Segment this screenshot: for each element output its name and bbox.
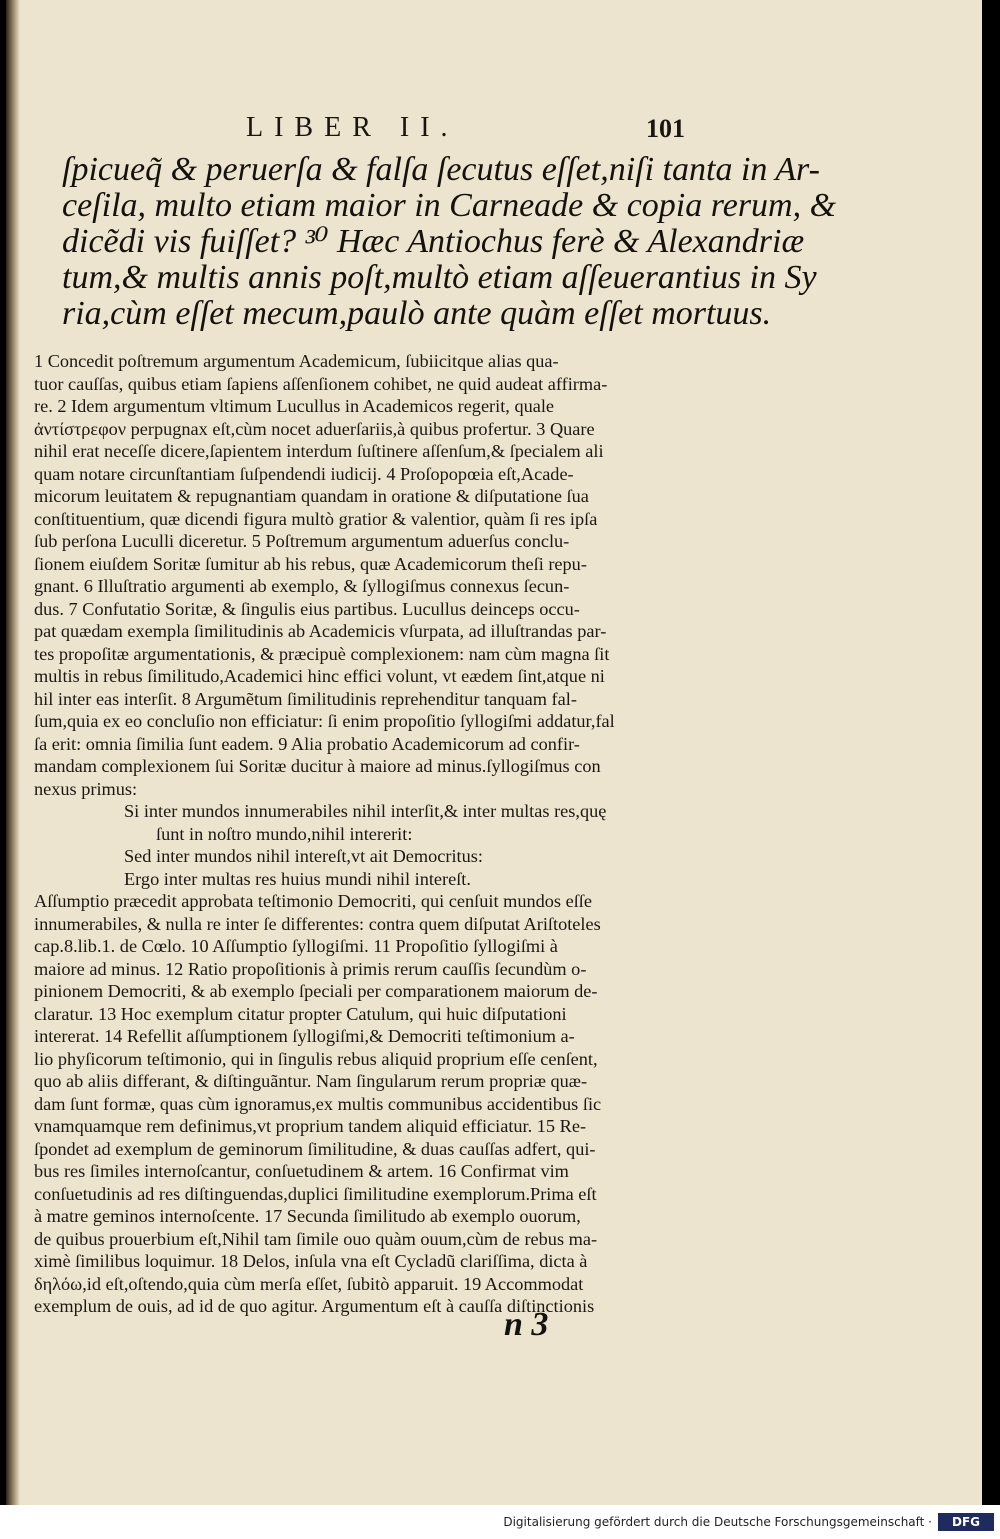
commentary-block [34,350,714,1318]
digitization-footer [0,1505,1000,1539]
commentary-line: pinionem Democriti, & ab exemplo ſpeciali per comparationem maiorum de- [34,981,598,1001]
main-text-line: tum,& multis annis poſt,multò etiam aſſeuerantius in Sy [62,259,817,296]
running-head: LIBER II. [246,112,459,143]
commentary-line: vnamquamque rem definimus,vt proprium tandem aliquid efficiatur. 15 Re- [34,1116,587,1136]
commentary-line: ἀντίστρεφον perpugnax eſt,cùm nocet aduerſariis,à quibus profertur. 3 Quare [34,418,595,439]
syllogism-line: ſunt in noſtro mundo,nihil intererit: [156,823,413,844]
main-text-block [62,151,837,332]
commentary-line: multis in rebus ſimilitudo,Academici hinc effici volunt, vt eædem ſint,atque ni [34,666,605,686]
commentary-line: maiore ad minus. 12 Ratio propoſitionis à primis rerum cauſſis ſecundùm o- [34,958,587,979]
commentary-line: hil inter eas interſit. 8 Argumẽtum ſimilitudinis reprehenditur tanquam fal- [34,688,577,709]
book-page [6,0,982,1505]
main-text-line: ria,cùm eſſet mecum,paulò ante quàm eſſet mortuus. [62,295,772,332]
syllogism-line: Sed inter mundos nihil intereſt,vt ait Democritus: [124,846,483,866]
commentary-line: tes propoſitæ argumentationis, & præcipuè complexionem: nam cùm magna ſit [34,643,610,664]
commentary-line: nexus primus: [34,778,138,799]
commentary-line: exemplum de ouis, ad id de quo agitur. Argumentum eſt à cauſſa diſtinctionis [34,1296,595,1316]
commentary-line: dam ſunt formæ, quas cùm ignoramus,ex multis communibus accidentibus ſic [34,1093,602,1114]
commentary-line: de quibus prouerbium eſt,Nihil tam ſimile ouo quàm ouum,cùm de rebus ma- [34,1228,598,1249]
commentary-line: micorum leuitatem & repugnantiam quandam in oratione & diſputatione ſua [34,486,589,506]
page-header [6,112,982,152]
commentary-line: cap.8.lib.1. de Cœlo. 10 Aſſumptio ſyllogiſmi. 11 Propoſitio ſyllogiſmi à [34,936,558,956]
page-gutter-shadow [6,0,20,1505]
commentary-line: pat quædam exempla ſimilitudinis ab Academicis vſurpata, ad illuſtrandas par- [34,621,607,641]
syllogism-line: Si inter mundos innumerabiles nihil interſit,& inter multas res,quę [124,801,607,821]
main-text-line: ceſila, multo etiam maior in Carneade & copia rerum, & [62,187,837,224]
syllogism-line: Ergo inter multas res huius mundi nihil intereſt. [124,868,471,889]
commentary-line: 1 Concedit poſtremum argumentum Academicum, ſubiicitque alias qua- [34,351,559,371]
commentary-line: gnant. 6 Illuſtratio argumenti ab exemplo, & ſyllogiſmus connexus ſecun- [34,576,570,596]
page-number: 101 [646,114,685,143]
commentary-line: bus res ſimiles internoſcantur, conſuetudinem & artem. 16 Confirmat vim [34,1161,569,1181]
commentary-line: δηλόω,id eſt,oſtendo,quia cùm merſa eſſet, ſubitò apparuit. 19 Accommodat [34,1273,584,1294]
commentary-line: quo ab aliis differant, & diſtinguãntur. Nam ſingularum rerum propriæ quæ- [34,1071,588,1091]
commentary-line: ximè ſimilibus loquimur. 18 Delos, inſula vna eſt Cycladũ clariſſima, dicta à [34,1251,588,1271]
commentary-line: intererat. 14 Refellit aſſumptionem ſyllogiſmi,& Democriti teſtimonium a- [34,1026,575,1046]
dfg-logo: DFG [938,1513,994,1531]
commentary-line: ſa erit: omnia ſimilia ſunt eadem. 9 Alia probatio Academicorum ad confir- [34,733,580,754]
commentary-line: à matre geminos internoſcente. 17 Secunda ſimilitudo ab exemplo ouorum, [34,1206,581,1226]
commentary-line: claratur. 13 Hoc exemplum citatur propter Catulum, qui huic diſputationi [34,1003,567,1024]
commentary-line: re. 2 Idem argumentum vltimum Lucullus in Academicos regerit, quale [34,396,555,416]
commentary-line: ſionem eiuſdem Soritæ ſumitur ab his rebus, quæ Academicorum theſi repu- [34,553,587,574]
commentary-line: mandam complexionem ſui Soritæ ducitur à maiore ad minus.ſyllogiſmus con [34,756,601,776]
commentary-line: innumerabiles, & nulla re inter ſe differentes: contra quem diſputat Ariſtoteles [34,913,601,934]
commentary-line: tuor cauſſas, quibus etiam ſapiens aſſenſionem cohibet, ne quid audeat affirma- [34,373,608,394]
commentary-line: ſum,quia ex eo concluſio non efficiatur: ſi enim propoſitio ſyllogiſmi addatur,fal [34,711,615,731]
commentary-line: Aſſumptio præcedit approbata teſtimonio Democriti, qui cenſuit mundos eſſe [34,891,592,911]
commentary-line: dus. 7 Confutatio Soritæ, & ſingulis eius partibus. Lucullus deinceps occu- [34,598,580,619]
commentary-line: ſpondet ad exemplum de geminorum ſimilitudine, & duas cauſſas adfert, qui- [34,1138,596,1159]
commentary-line: conſuetudinis ad res diſtinguendas,duplici ſimilitudine exemplorum.Prima eſt [34,1183,597,1204]
commentary-line: quam notare circunſtantiam ſuſpendendi iudicij. 4 Proſopopœia eſt,Acade- [34,463,574,484]
main-text-line: ſpicueq̃ & peruerſa & falſa ſecutus eſſet,niſi tanta in Ar- [62,151,820,188]
signature-mark: n 3 [504,1306,549,1343]
commentary-line: ſub perſona Luculli diceretur. 5 Poſtremum argumentum aduerſus conclu- [34,531,570,551]
main-text-line: dicẽdi vis fuiſſet? ³⁰ Hæc Antiochus ferè & Alexandriæ [62,223,805,260]
commentary-line: lio phyſicorum teſtimonio, qui in ſingulis rebus aliquid proprium eſſe cenſent, [34,1048,598,1069]
commentary-line: nihil erat neceſſe dicere,ſapientem interdum ſuſtinere aſſenſum,& ſpecialem ali [34,441,604,461]
footer-credit: Digitalisierung gefördert durch die Deutsche Forschungsgemeinschaft · [503,1515,932,1529]
commentary-line: conſtituentium, quæ dicendi figura multò gratior & valentior, quàm ſi res ipſa [34,508,598,529]
